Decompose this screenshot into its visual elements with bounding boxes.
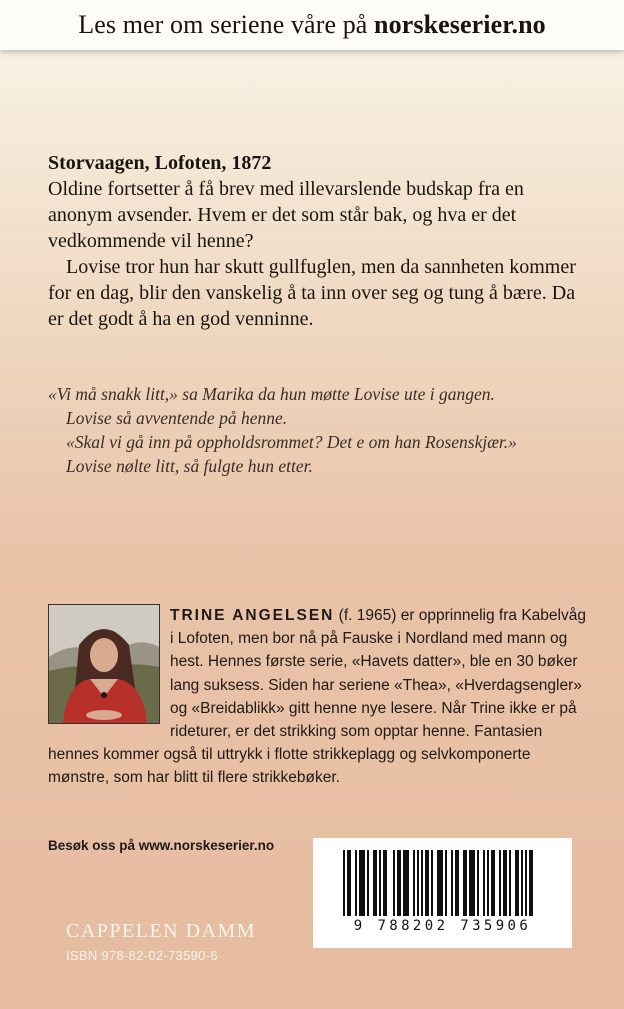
barcode-bar [425, 850, 427, 916]
barcode-bar [363, 850, 365, 916]
barcode-bar [417, 850, 419, 916]
back-cover-blurb [48, 150, 588, 332]
barcode-bar [421, 850, 423, 916]
barcode-bar [405, 850, 407, 916]
top-banner-text [0, 10, 624, 40]
book-excerpt [48, 382, 608, 478]
barcode-bar [347, 850, 349, 916]
barcode-bar [373, 850, 375, 916]
barcode-bar [499, 850, 501, 916]
barcode-bar [375, 850, 377, 916]
barcode-bar [393, 850, 395, 916]
barcode-bar [379, 850, 381, 916]
isbn-text: ISBN 978-82-02-73590-6 [66, 948, 218, 963]
barcode [313, 838, 572, 948]
barcode-bar [399, 850, 401, 916]
barcode-bar [441, 850, 443, 916]
barcode-bar [397, 850, 399, 916]
blurb-paragraph-1: Oldine fortsetter å få brev med illevarslende budskap fra en anonym avsender. Hvem er det som står bak, og hva er det vedkommende vil henne? [48, 178, 524, 252]
top-banner-prefix: Les mer om seriene våre på [78, 10, 375, 39]
blurb-heading: Storvaagen, Lofoten, 1872 [48, 152, 272, 174]
barcode-bar [403, 850, 405, 916]
barcode-bar [445, 850, 447, 916]
barcode-bar [437, 850, 439, 916]
barcode-bar [509, 850, 511, 916]
excerpt-line-4: Lovise nølte litt, så fulgte hun etter. [66, 456, 313, 476]
barcode-bar [367, 850, 369, 916]
barcode-bar [383, 850, 385, 916]
barcode-bar [451, 850, 453, 916]
excerpt-line-3: «Skal vi gå inn på oppholdsrommet? Det e om han Rosenskjær.» [66, 432, 517, 452]
barcode-bar [471, 850, 473, 916]
author-bio [48, 604, 588, 790]
barcode-bar [521, 850, 523, 916]
barcode-bar [343, 850, 345, 916]
barcode-bar [359, 850, 361, 916]
barcode-bar [525, 850, 527, 916]
top-banner-site: norskeserier.no [374, 10, 546, 39]
barcode-bar [385, 850, 387, 916]
barcode-bar [529, 850, 531, 916]
excerpt-line-2: Lovise så avventende på henne. [66, 408, 288, 428]
author-bio-text: (f. 1965) er opprinnelig fra Kabelvåg i Lofoten, men bor nå på Fauske i Nordland med mann og hest. Hennes første serie, «Havets datter», ble en 30 bøker lang suksess. Siden har seriene «Thea», «Hverdagsengler» og «Breidablikk» gitt henne nye lesere. Når Trine ikke er på rideturer, er det strikking som opptar henne. Fantasien hennes kommer også til uttrykk i flotte strikkeplagg og selvkomponerte mønstre, som har blitt til flere strikkebøker. [48, 607, 586, 787]
barcode-bar [465, 850, 467, 916]
barcode-number: 9 788202 735906 [353, 918, 532, 934]
barcode-bar [503, 850, 505, 916]
publisher-logo: CAPPELEN DAMM [66, 920, 257, 942]
barcode-bar [413, 850, 415, 916]
barcode-bar [407, 850, 409, 916]
barcode-bar [477, 850, 479, 916]
barcode-bar [349, 850, 351, 916]
barcode-bar [487, 850, 489, 916]
photo-spacer [48, 604, 170, 722]
visit-website-text: Besøk oss på www.norskeserier.no [48, 838, 275, 853]
blurb-paragraph-2: Lovise tror hun har skutt gullfuglen, men da sannheten kommer for en dag, blir den vanskelig å ta inn over seg og tung å bære. Da er det godt å ha en god venninne. [48, 256, 576, 330]
barcode-bar [469, 850, 471, 916]
barcode-bar [515, 850, 517, 916]
barcode-bar [439, 850, 441, 916]
barcode-bar [517, 850, 519, 916]
author-name: TRINE ANGELSEN [170, 607, 335, 624]
barcode-bar [427, 850, 429, 916]
barcode-bar [483, 850, 485, 916]
barcode-bar [473, 850, 475, 916]
barcode-bar [463, 850, 465, 916]
barcode-bar [431, 850, 433, 916]
barcode-bar [455, 850, 457, 916]
top-banner [0, 0, 624, 50]
barcode-bar [531, 850, 533, 916]
barcode-bar [361, 850, 363, 916]
barcode-bar [355, 850, 357, 916]
barcode-bar [457, 850, 459, 916]
barcode-bar [505, 850, 507, 916]
excerpt-line-1: «Vi må snakk litt,» sa Marika da hun møtte Lovise ute i gangen. [48, 384, 495, 404]
barcode-bar [493, 850, 495, 916]
barcode-bar [491, 850, 493, 916]
